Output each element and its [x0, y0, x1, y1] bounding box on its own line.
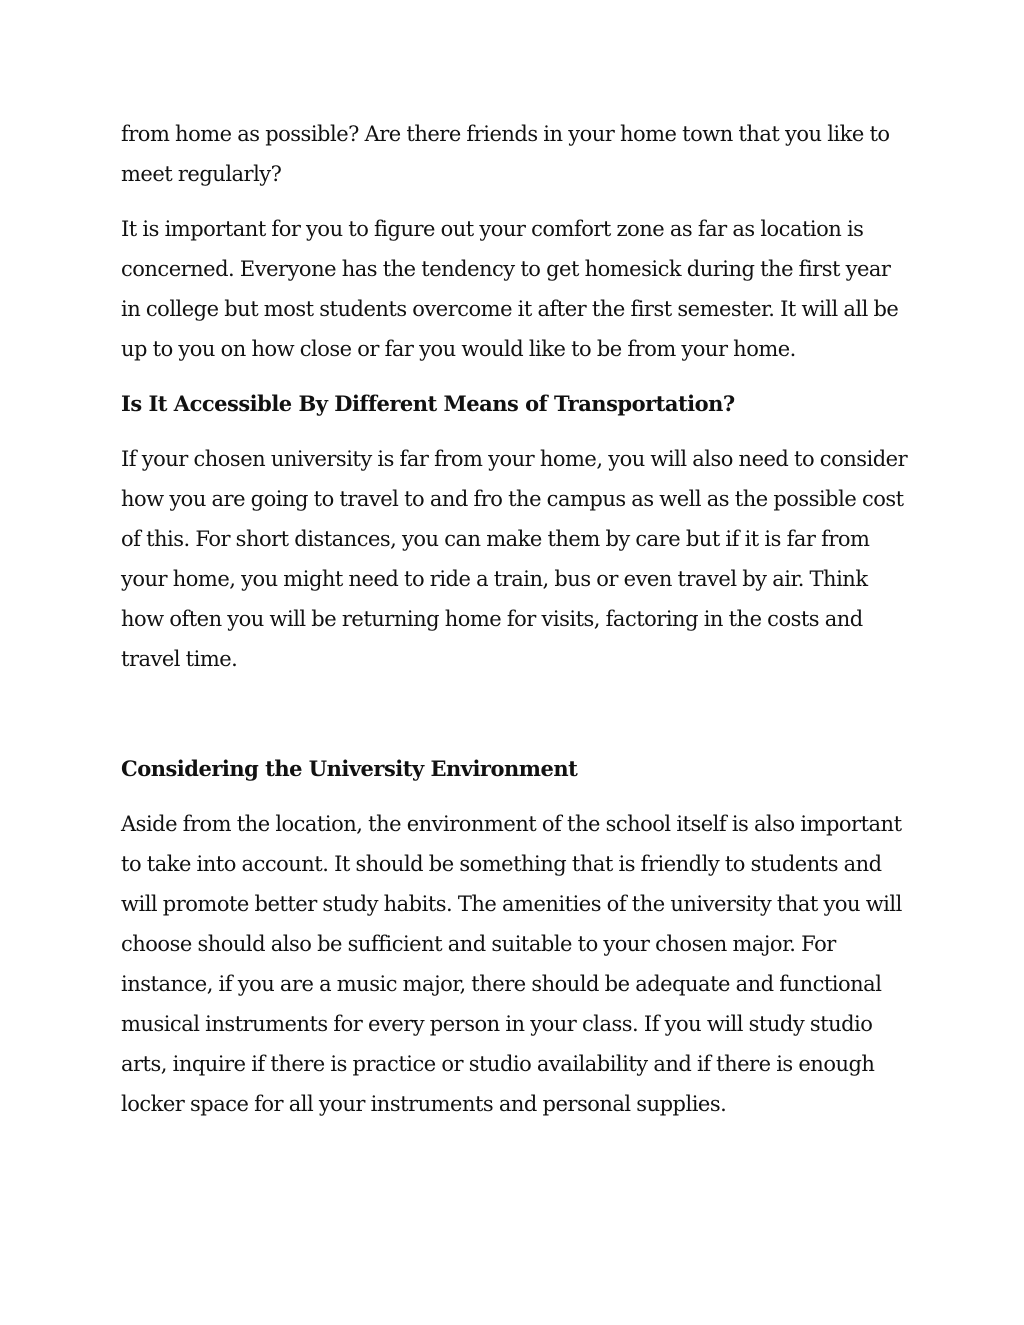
paragraph-comfort-zone: It is important for you to figure out your comfort zone as far as location is concerned. Everyone has the tendency to get homesick during the first year in college but most students overcome it after the first semester. It will all be up to you on how close or far you would like to be from your home.	[121, 217, 899, 361]
paragraph-university-environment: Aside from the location, the environment of the school itself is also important to take into account. It should be something that is friendly to students and will promote better study habits. The amenities of the university that you will choose should also be sufficient and suitable to your chosen major. For instance, if you are a music major, there should be adequate and functional musical instruments for every person in your class. If you will study studio arts, inquire if there is practice or studio availability and if there is enough locker space for all your instruments and personal supplies.	[121, 812, 902, 1116]
section-spacer	[121, 694, 911, 749]
paragraph-home-town-friends: from home as possible? Are there friends in your home town that you like to meet regularly?	[121, 122, 890, 186]
heading-transportation: Is It Accessible By Different Means of Transportation?	[121, 391, 735, 416]
heading-university-environment: Considering the University Environment	[121, 756, 578, 781]
document-page	[121, 114, 911, 1139]
paragraph-transportation: If your chosen university is far from your home, you will also need to consider how you are going to travel to and fro the campus as well as the possible cost of this. For short distances, you can make them by care but if it is far from your home, you might need to ride a train, bus or even travel by air. Think how often you will be returning home for visits, factoring in the costs and travel time.	[121, 447, 908, 671]
